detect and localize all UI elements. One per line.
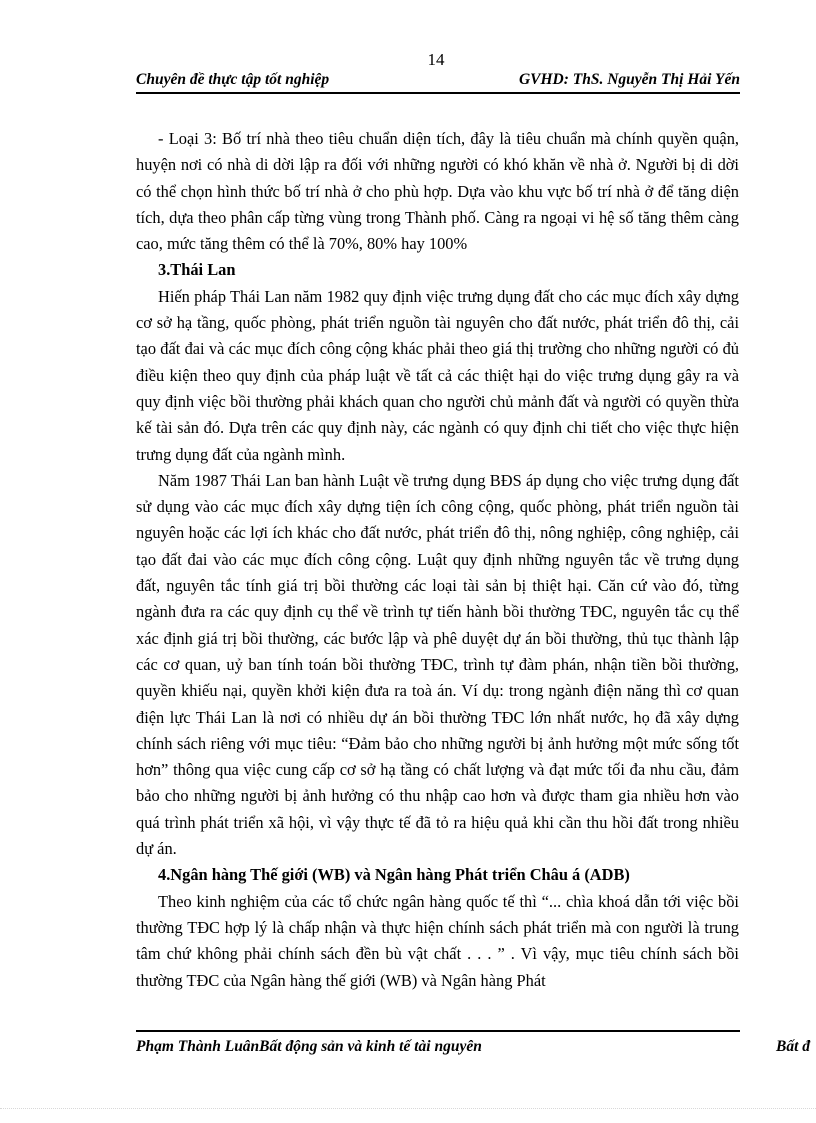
paragraph-thailand-1987-law: Năm 1987 Thái Lan ban hành Luật về trưng dụng BĐS áp dụng cho việc trưng dụng đất sử dụng vào các mục đích xây dựng tiện ích công cộng, quốc phòng, phát triển nguồn tài nguyên hoặc các lợi ích khác cho đất nước, phát triển đô thị, nông nghiệp, công nghiệp, cải tạo đất đai vào các mục đích công cộng. Luật quy định những nguyên tắc về trưng dụng đất, nguyên tắc tính giá trị bồi thường các loại tài sản bị thiệt hại. Căn cứ vào đó, từng ngành đưa ra các quy định cụ thể về trình tự tiến hành bồi thường TĐC, nguyên tắc cụ thể xác định giá trị bồi thường, các bước lập và phê duyệt dự án bồi thường, thủ tục thành lập các cơ quan, uỷ ban tính toán bồi thường TĐC, trình tự đàm phán, nhận tiền bồi thường, quyền khiếu nại, quyền khởi kiện đưa ra toà án. Ví dụ: trong ngành điện năng thì cơ quan điện lực Thái Lan là nơi có nhiều dự án bồi thường TĐC lớn nhất nước, họ đã xây dựng chính sách riêng với mục tiêu: “Đảm bảo cho những người bị ảnh hưởng một mức sống tốt hơn” thông qua việc cung cấp cơ sở hạ tầng có chất lượng và đạt mức tối đa nhu cầu, đảm bảo cho những người bị ảnh hưởng có thu nhập cao hơn và được tham gia nhiều hơn vào quá trình phát triển xã hội, vì vậy thực tế đã tỏ ra hiệu quả khi cần thu hồi đất trong nhiều dự án.: [136, 470, 739, 859]
document-body: [136, 126, 739, 994]
paragraph-wb-adb-experience: Theo kinh nghiệm của các tổ chức ngân hàng quốc tế thì “... chìa khoá dẫn tới việc bồi thường TĐC hợp lý là chấp nhận và thực hiện chính sách phát triển mà con người là trung tâm chứ không phải chính sách đền bù vật chất . . . ” . Vì vậy, mục tiêu chính sách bồi thường TĐC của Ngân hàng thế giới (WB) và Ngân hàng Phát: [136, 891, 739, 990]
paragraph-thailand-constitution: Hiến pháp Thái Lan năm 1982 quy định việc trưng dụng đất cho các mục đích xây dựng cơ sở hạ tầng, quốc phòng, phát triển nguồn tài nguyên cho đất nước, phát triển đô thị, cải tạo đất đai và các mục đích công cộng khác phải theo giá thị trường cho những người có đủ điều kiện theo quy định của pháp luật về tất cả các thiệt hại do việc trưng dụng gây ra và quy định việc bồi thường phải khách quan cho người chủ mảnh đất và người có quyền thừa kế tài sản đó. Dựa trên các quy định này, các ngành có quy định chi tiết cho việc thực hiện trưng dụng đất của ngành mình.: [136, 286, 739, 464]
paragraph-housing-type-3: - Loại 3: Bố trí nhà theo tiêu chuẩn diện tích, đây là tiêu chuẩn mà chính quyền quận, huyện nơi có nhà di dời lập ra đối với những người có khó khăn về nhà ở. Người bị di dời có thể chọn hình thức bố trí nhà ở cho phù hợp. Dựa vào khu vực bố trí nhà ở để tăng diện tích, dựa theo phân cấp từng vùng trong Thành phố. Càng ra ngoại vi hệ số tăng thêm càng cao, mức tăng thêm có thể là 70%, 80% hay 100%: [136, 129, 739, 254]
section-heading-wb-adb: 4.Ngân hàng Thế giới (WB) và Ngân hàng Phát triển Châu á (ADB): [158, 865, 630, 885]
header-document-title: Chuyên đề thực tập tốt nghiệp: [136, 71, 330, 88]
page-footer: [136, 1038, 816, 1056]
section-heading-thailand: 3.Thái Lan: [158, 260, 236, 280]
page-number: 14: [427, 50, 445, 69]
page-header: [136, 70, 740, 94]
footer-divider: [136, 1030, 740, 1032]
page-bottom-edge: [0, 1108, 816, 1109]
footer-subject: Bất đ: [776, 1038, 811, 1055]
header-supervisor: GVHD: ThS. Nguyễn Thị Hải Yến: [518, 71, 740, 88]
footer-author: Phạm Thành LuânBất động sản và kinh tế tài nguyên: [136, 1038, 482, 1055]
